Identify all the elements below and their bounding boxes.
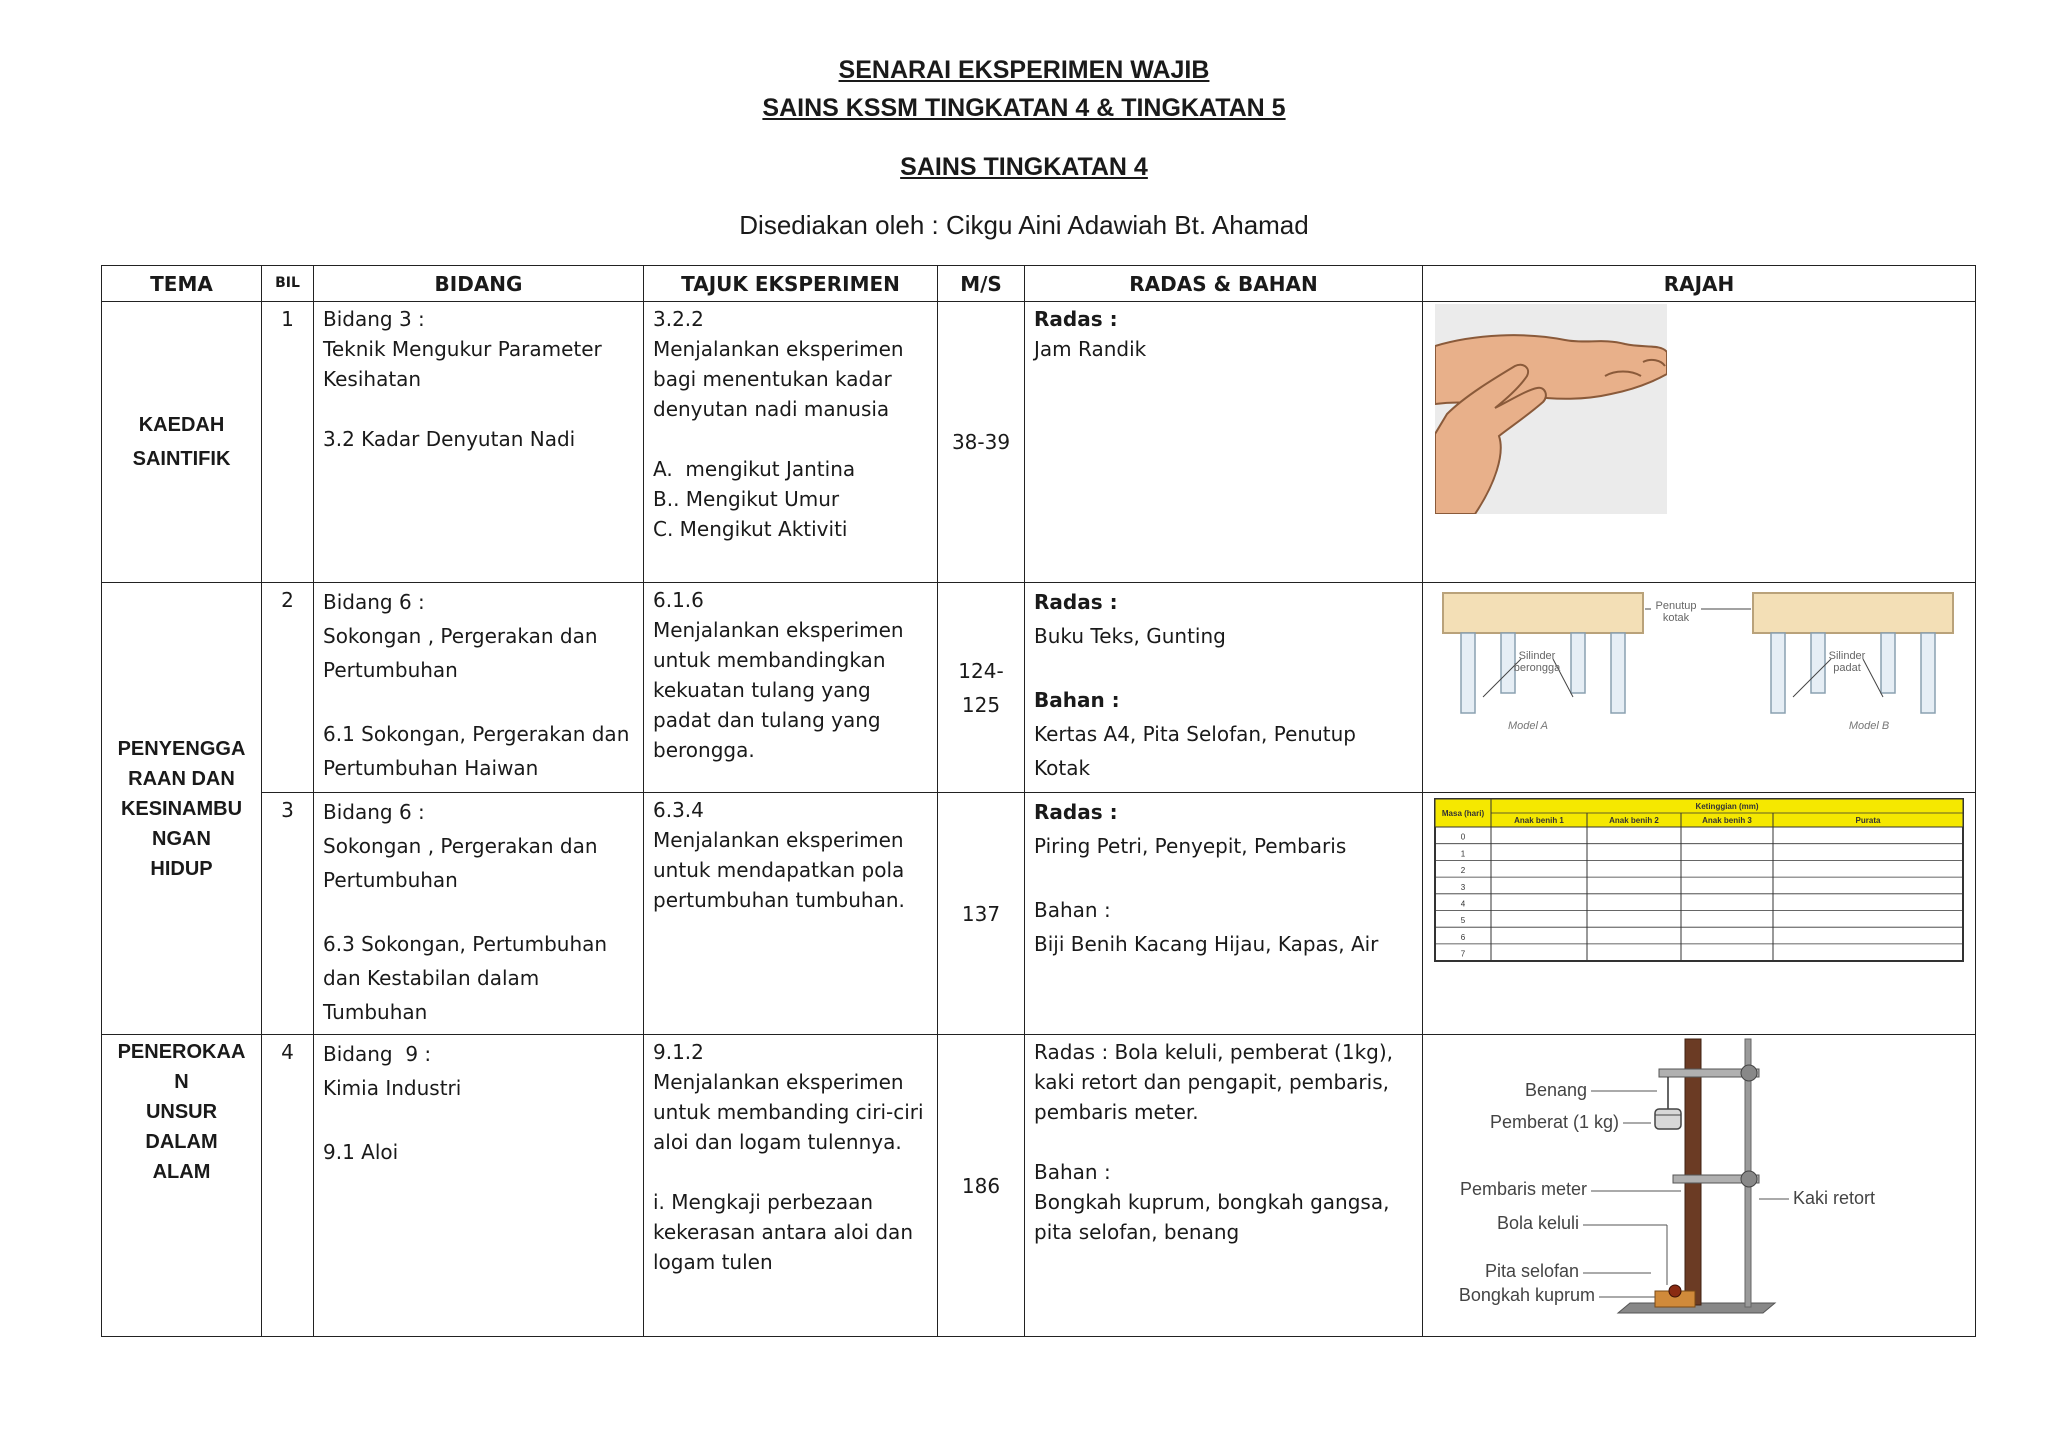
ms-cell: 186 (938, 1035, 1025, 1337)
radas-line: Radas : Bola keluli, pemberat (1kg), (1034, 1040, 1394, 1064)
fig-label-kotak: kotak (1662, 612, 1690, 624)
tajuk-line: Menjalankan eksperimen (653, 1070, 904, 1094)
fig-day-label: 4 (1460, 899, 1466, 909)
tajuk-line: Menjalankan eksperimen (653, 828, 904, 852)
tajuk-line: Menjalankan eksperimen (653, 337, 904, 361)
bidang-line: Kesihatan (323, 367, 422, 391)
tema-line: ALAM (152, 1161, 211, 1183)
bahan-value: Kertas A4, Pita Selofan, Penutup (1034, 722, 1356, 746)
fig-label-berongga: berongga (1513, 662, 1561, 674)
tajuk-line: berongga. (653, 738, 755, 762)
document-title: SENARAI EKSPERIMEN WAJIB (838, 56, 1210, 84)
tema-line: UNSUR (145, 1101, 218, 1123)
fig-col-purata: Purata (1855, 816, 1881, 825)
ms-cell (938, 583, 1025, 793)
col-header-tajuk: TAJUK EKSPERIMEN (644, 266, 938, 302)
tema-line: SAINTIFIK (132, 448, 231, 470)
ms-line: 124- (958, 658, 1004, 683)
tema-line: PENEROKAA (117, 1041, 246, 1063)
tajuk-line: logam tulen (653, 1250, 773, 1274)
spacer (1034, 1127, 1413, 1157)
tajuk-line: kekuatan tulang yang (653, 678, 871, 702)
prepared-by: Disediakan oleh : Cikgu Aini Adawiah Bt. Ahamad (739, 210, 1309, 240)
bidang-line: Bidang 6 : (323, 800, 425, 824)
bidang-cell (314, 583, 644, 793)
tajuk-cell (644, 1035, 938, 1337)
ms-cell: 137 (938, 793, 1025, 1035)
col-header-rajah: RAJAH (1423, 266, 1976, 302)
tajuk-line: untuk membandingkan (653, 648, 886, 672)
table-header-row (102, 266, 1976, 302)
tajuk-line: A. mengikut Jantina (653, 457, 856, 481)
fig-day-label: 6 (1460, 932, 1466, 942)
radas-cell (1025, 583, 1423, 793)
radas-cell (1025, 1035, 1423, 1337)
bone-model-illustration (1423, 587, 1975, 737)
fig-day-label: 0 (1460, 832, 1466, 842)
fig-label-bola: Bola keluli (1496, 1213, 1579, 1233)
tajuk-line: 6.1.6 (653, 588, 704, 612)
tema-line: DALAM (145, 1131, 218, 1153)
tajuk-line: 6.3.4 (653, 798, 704, 822)
fig-label-benang: Benang (1524, 1080, 1587, 1100)
bidang-line: Pertumbuhan (323, 868, 458, 892)
tajuk-line: 9.1.2 (653, 1040, 704, 1064)
ms-line: 125 (961, 692, 1001, 717)
tema-line: KESINAMBU (120, 797, 243, 820)
table-row (102, 583, 1976, 793)
radas-line: Bahan : (1034, 1160, 1111, 1184)
spacer (1034, 863, 1413, 893)
tema-line: HIDUP (150, 857, 213, 880)
fig-label-pembaris: Pembaris meter (1459, 1179, 1587, 1199)
section-title: SAINS TINGKATAN 4 (900, 153, 1148, 181)
fig-col-ketinggian: Ketinggian (mm) (1695, 802, 1759, 811)
fig-label-pemberat: Pemberat (1 kg) (1489, 1112, 1619, 1132)
tema-line: NGAN (152, 827, 211, 850)
bidang-line: Bidang 3 : (323, 307, 425, 331)
col-header-tema: TEMA (102, 266, 262, 302)
tajuk-line: Menjalankan eksperimen (653, 618, 904, 642)
bahan-value: Biji Benih Kacang Hijau, Kapas, Air (1034, 932, 1379, 956)
tajuk-line: C. Mengikut Aktiviti (653, 517, 848, 541)
retort-stand-illustration (1423, 1035, 1975, 1331)
fig-col-benih3: Anak benih 3 (1702, 816, 1752, 825)
radas-value: Jam Randik (1034, 337, 1147, 361)
tema-line: N (174, 1071, 189, 1093)
fig-label-bongkah: Bongkah kuprum (1458, 1285, 1595, 1305)
fig-day-label: 2 (1460, 866, 1466, 876)
rajah-cell (1423, 583, 1976, 793)
bil-cell: 4 (262, 1035, 314, 1337)
tajuk-line: kekerasan antara aloi dan (653, 1220, 913, 1244)
bil-cell: 2 (262, 583, 314, 793)
radas-label: Radas : (1034, 590, 1118, 614)
fig-col-benih2: Anak benih 2 (1609, 816, 1659, 825)
bidang-line: Tumbuhan (323, 1000, 428, 1024)
radas-line: pita selofan, benang (1034, 1220, 1240, 1244)
bil-cell: 1 (262, 302, 314, 583)
fig-day-label: 1 (1460, 849, 1466, 859)
col-header-bidang: BIDANG (314, 266, 644, 302)
bidang-line: Bidang 9 : (323, 1042, 432, 1066)
spacer (323, 897, 634, 927)
tajuk-line: untuk membanding ciri-ciri (653, 1100, 924, 1124)
rajah-cell (1423, 793, 1976, 1035)
radas-label: Radas : (1034, 800, 1118, 824)
radas-line: Bongkah kuprum, bongkah gangsa, (1034, 1190, 1390, 1214)
fig-day-label: 3 (1460, 882, 1466, 892)
spacer (323, 1105, 634, 1135)
radas-value: Buku Teks, Gunting (1034, 624, 1226, 648)
growth-table-illustration (1423, 795, 1975, 965)
radas-label: Radas : (1034, 307, 1118, 331)
fig-label-model-a: Model A (1508, 720, 1548, 732)
col-header-radas: RADAS & BAHAN (1025, 266, 1423, 302)
fig-label-silinder-b: Silinder (1828, 650, 1866, 662)
fig-label-model-b: Model B (1848, 720, 1890, 732)
fig-day-label: 7 (1460, 949, 1466, 959)
tema-cell (102, 1035, 262, 1337)
bidang-line: Pertumbuhan (323, 658, 458, 682)
bidang-line: Kimia Industri (323, 1076, 462, 1100)
fig-label-silinder-a: Silinder (1518, 650, 1556, 662)
tajuk-line: 3.2.2 (653, 307, 704, 331)
radas-line: pembaris meter. (1034, 1100, 1199, 1124)
tema-line: RAAN DAN (128, 767, 235, 790)
bahan-label: Bahan : (1034, 688, 1120, 712)
bahan-value: Kotak (1034, 756, 1091, 780)
fig-label-pita: Pita selofan (1484, 1261, 1579, 1281)
table-row (102, 1035, 1976, 1337)
bil-cell: 3 (262, 793, 314, 1035)
bidang-line: Teknik Mengukur Parameter (323, 337, 602, 361)
col-header-ms: M/S (938, 266, 1025, 302)
bidang-cell (314, 302, 644, 583)
rajah-cell (1423, 1035, 1976, 1337)
tajuk-line: pertumbuhan tumbuhan. (653, 888, 905, 912)
fig-label-padat: padat (1833, 662, 1861, 674)
bidang-line: 6.1 Sokongan, Pergerakan dan (323, 722, 630, 746)
bidang-cell (314, 1035, 644, 1337)
spacer (323, 394, 634, 424)
bidang-line: 6.3 Sokongan, Pertumbuhan (323, 932, 608, 956)
bidang-line: Pertumbuhan Haiwan (323, 756, 539, 780)
table-row (102, 793, 1976, 1035)
fig-label-penutup: Penutup (1655, 600, 1697, 612)
tajuk-line: padat dan tulang yang (653, 708, 881, 732)
document-subtitle: SAINS KSSM TINGKATAN 4 & TINGKATAN 5 (762, 94, 1286, 122)
experiment-table (101, 265, 1976, 1337)
tajuk-cell (644, 302, 938, 583)
tajuk-line: B.. Mengikut Umur (653, 487, 840, 511)
tajuk-line: aloi dan logam tulennya. (653, 1130, 902, 1154)
tajuk-cell (644, 583, 938, 793)
spacer (653, 424, 928, 454)
tajuk-line: bagi menentukan kadar (653, 367, 892, 391)
radas-line: kaki retort dan pengapit, pembaris, (1034, 1070, 1389, 1094)
col-header-bil: BIL (262, 266, 314, 302)
pulse-check-illustration (1435, 304, 1667, 514)
bidang-line: Sokongan , Pergerakan dan (323, 624, 598, 648)
tema-line: KAEDAH (138, 414, 225, 436)
rajah-cell (1423, 302, 1976, 583)
tajuk-line: i. Mengkaji perbezaan (653, 1190, 874, 1214)
radas-cell (1025, 302, 1423, 583)
bidang-line: 9.1 Aloi (323, 1140, 399, 1164)
spacer (323, 687, 634, 717)
fig-label-kaki: Kaki retort (1793, 1188, 1876, 1208)
bahan-label: Bahan : (1034, 898, 1111, 922)
tajuk-cell (644, 793, 938, 1035)
bidang-line: Bidang 6 : (323, 590, 425, 614)
fig-col-benih1: Anak benih 1 (1514, 816, 1564, 825)
bidang-line: dan Kestabilan dalam (323, 966, 540, 990)
fig-day-label: 5 (1460, 916, 1466, 926)
bidang-line: 3.2 Kadar Denyutan Nadi (323, 427, 576, 451)
ms-cell: 38-39 (938, 302, 1025, 583)
spacer (1034, 653, 1413, 683)
tajuk-line: denyutan nadi manusia (653, 397, 890, 421)
radas-value: Piring Petri, Penyepit, Pembaris (1034, 834, 1347, 858)
tema-cell (102, 583, 262, 1035)
table-row (102, 302, 1976, 583)
radas-cell (1025, 793, 1423, 1035)
tema-line: PENYENGGA (117, 737, 246, 760)
spacer (653, 1157, 928, 1187)
tema-cell (102, 302, 262, 583)
fig-col-masa: Masa (hari) (1441, 809, 1485, 818)
tajuk-line: untuk mendapatkan pola (653, 858, 905, 882)
bidang-line: Sokongan , Pergerakan dan (323, 834, 598, 858)
bidang-cell (314, 793, 644, 1035)
